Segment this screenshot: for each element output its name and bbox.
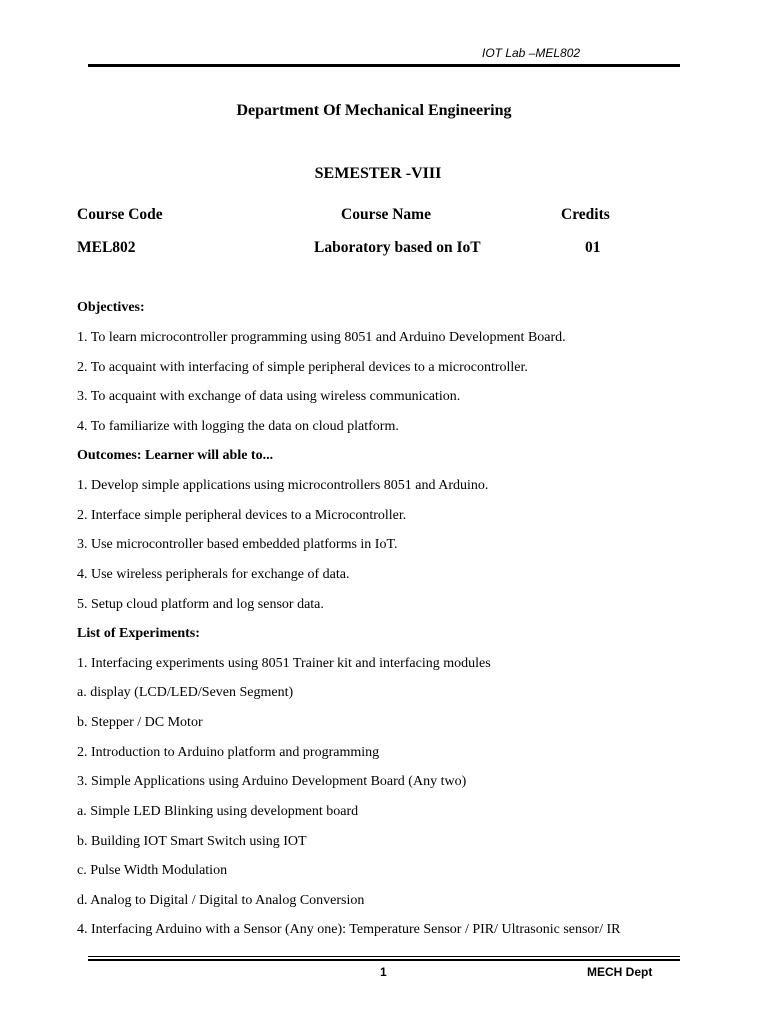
course-name-value: Laboratory based on IoT — [314, 239, 481, 256]
course-code-value: MEL802 — [77, 239, 136, 256]
experiment-item: b. Building IOT Smart Switch using IOT — [77, 834, 307, 849]
experiment-item: b. Stepper / DC Motor — [77, 715, 203, 730]
department-title: Department Of Mechanical Engineering — [236, 102, 512, 119]
footer-rule-top — [88, 956, 680, 957]
objective-item: 2. To acquaint with interfacing of simple peripheral devices to a microcontroller. — [77, 360, 528, 375]
experiment-item: a. display (LCD/LED/Seven Segment) — [77, 685, 294, 700]
experiment-item: 4. Interfacing Arduino with a Sensor (Any one): Temperature Sensor / PIR/ Ultrasonic sensor/ IR — [77, 922, 621, 937]
experiment-item: 1. Interfacing experiments using 8051 Trainer kit and interfacing modules — [77, 656, 491, 671]
outcome-item: 3. Use microcontroller based embedded platforms in IoT. — [77, 537, 398, 552]
outcome-item: 4. Use wireless peripherals for exchange of data. — [77, 567, 350, 582]
footer-rule-bottom — [88, 959, 680, 961]
semester-title: SEMESTER -VIII — [314, 165, 442, 182]
course-name-header: Course Name — [341, 206, 431, 223]
outcomes-heading: Outcomes: Learner will able to... — [77, 448, 274, 463]
experiment-item: c. Pulse Width Modulation — [77, 863, 228, 878]
experiment-item: a. Simple LED Blinking using development board — [77, 804, 359, 819]
experiments-heading: List of Experiments: — [77, 626, 200, 641]
outcome-item: 5. Setup cloud platform and log sensor data. — [77, 597, 324, 612]
experiment-item: 2. Introduction to Arduino platform and programming — [77, 745, 380, 760]
header-rule — [88, 64, 680, 67]
outcome-item: 1. Develop simple applications using microcontrollers 8051 and Arduino. — [77, 478, 489, 493]
experiment-item: 3. Simple Applications using Arduino Development Board (Any two) — [77, 774, 467, 789]
credits-header: Credits — [561, 206, 610, 223]
objectives-heading: Objectives: — [77, 300, 145, 315]
course-code-header: Course Code — [77, 206, 163, 223]
objective-item: 4. To familiarize with logging the data on cloud platform. — [77, 419, 399, 434]
experiment-item: d. Analog to Digital / Digital to Analog Conversion — [77, 893, 365, 908]
footer-dept: MECH Dept — [587, 965, 653, 979]
objective-item: 3. To acquaint with exchange of data using wireless communication. — [77, 389, 461, 404]
credits-value: 01 — [585, 239, 601, 256]
running-header: IOT Lab –MEL802 — [482, 46, 581, 60]
page-number: 1 — [380, 965, 387, 979]
objective-item: 1. To learn microcontroller programming using 8051 and Arduino Development Board. — [77, 330, 566, 345]
outcome-item: 2. Interface simple peripheral devices to a Microcontroller. — [77, 508, 407, 523]
